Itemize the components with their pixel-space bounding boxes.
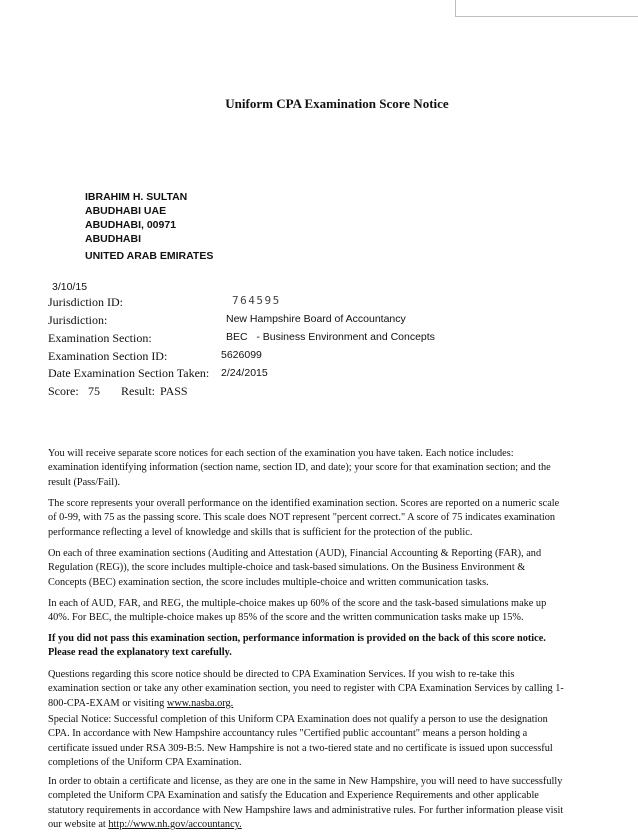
recipient-address-line3: ABUDHABI [85,233,141,245]
recipient-country: UNITED ARAB EMIRATES [85,250,214,262]
exam-section-label: Examination Section: [48,331,152,345]
recipient-address-line1: ABUDHABI UAE [85,205,167,217]
paragraph-score-scale: The score represents your overall performance on the identified examination section. Scores are reported on a numeric scale of 0-99, with 75 as the passing score. This scale does NOT represent "percent correct." A score of 75 indicates examination performance reflecting a level of knowledge and skills that is sufficient for the protection of the public. [48,498,560,538]
date-taken-value: 2/24/2015 [221,367,268,379]
score-label: Score: [48,384,79,398]
questions-text: Questions regarding this score notice should be directed to CPA Examination Services. If you wish to re-take this examination section or take any other examination section, you need to register with CPA Examination Services by calling 1-800-CPA-EXAM or visiting [48,669,564,709]
jurisdiction-id-label: Jurisdiction ID: [48,295,123,309]
recipient-address-block [85,190,187,246]
date-taken-label: Date Examination Section Taken: [48,366,210,380]
jurisdiction-id-value: 764595 [232,294,281,307]
score-value: 75 [88,384,100,398]
paragraph-exam-sections: On each of three examination sections (Auditing and Attestation (AUD), Financial Accounting & Reporting (FAR), and Regulation (REG)), the score includes multiple-choice and task-based simulations. On the Business Environment & Concepts (BEC) examination section, the score includes multiple-choice and written communication tasks. [48,548,542,588]
notice-date: 3/10/15 [52,281,88,293]
recipient-name: IBRAHIM H. SULTAN [85,191,188,203]
accountancy-link[interactable]: http://www.nh.gov/accountancy. [108,819,242,831]
jurisdiction-value: New Hampshire Board of Accountancy [226,313,406,325]
exam-section-value: BEC - Business Environment and Concepts [226,331,435,343]
paragraph-score-notices: You will receive separate score notices for each section of the examination you have taken. Each notice includes: examination identifying information (section name, section ID, and date); your score for that examination section; and the result (Pass/Fail). [48,448,551,488]
section-id-label: Examination Section ID: [48,349,168,363]
result-value: PASS [160,384,188,398]
jurisdiction-label: Jurisdiction: [48,313,108,327]
corner-frame [455,0,638,17]
paragraph-certificate-info [48,775,564,833]
nasba-link[interactable]: www.nasba.org. [166,697,234,709]
paragraph-fail-notice: If you did not pass this examination section, performance information is provided on the back of this score notice. Please read the explanatory text carefully. [48,633,546,659]
result-label: Result: [121,384,156,398]
paragraph-questions [48,668,564,711]
recipient-address-line2: ABUDHABI, 00971 [85,219,177,231]
section-id-value: 5626099 [221,349,262,361]
paragraph-score-weights: In each of AUD, FAR, and REG, the multiple-choice makes up 60% of the score and the task-based simulations make up 40%. For BEC, the multiple-choice makes up 85% of the score and the written communication tasks make up 15%. [48,598,547,624]
page-title: Uniform CPA Examination Score Notice [225,96,449,111]
certificate-text: In order to obtain a certificate and license, as they are one in the same in New Hampshire, you will need to have successfully completed the Uniform CPA Examination and satisfy the Education and Experience Requirements and other applicable statutory requirements in accordance with New Hampshire laws and administrative rules. For further information please visit our website at [48,776,564,831]
paragraph-special-notice: Special Notice: Successful completion of this Uniform CPA Examination does not qualify a person to use the designation CPA. In accordance with New Hampshire accountancy rules "Certified public accountant" means a person holding a certificate issued under RSA 309-B:5. New Hampshire is not a two-tiered state and no certificate is issued upon successful completions of the Uniform CPA Examination. [48,714,553,769]
